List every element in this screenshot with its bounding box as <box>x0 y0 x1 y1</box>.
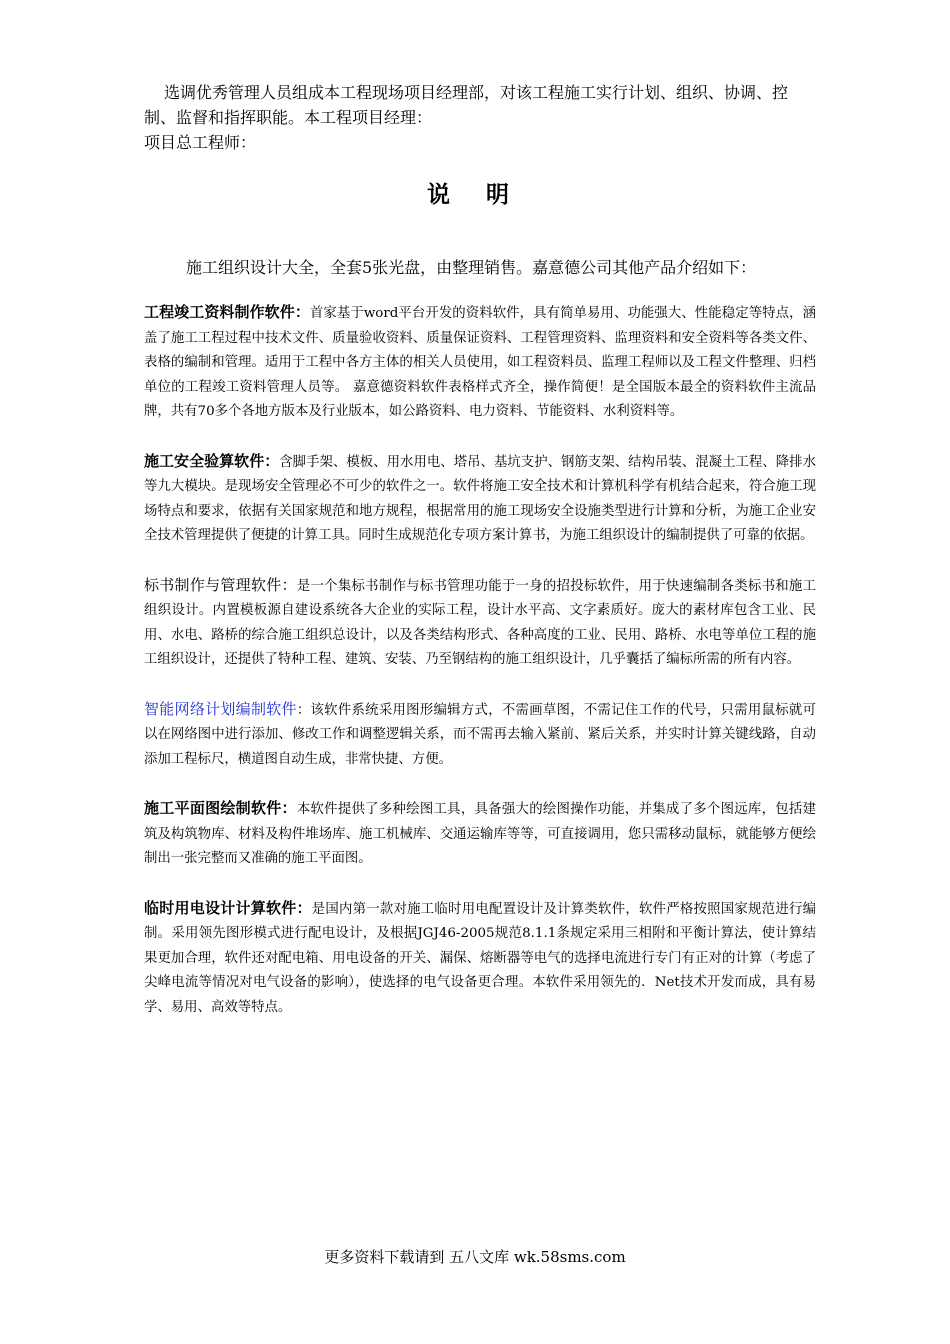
product-name: 临时用电设计计算软件： <box>144 898 312 917</box>
product-description: 是一个集标书制作与标书管理功能于一身的招投标软件，用于快速编制各类标书和施工组织设计。内置模板源自建设系统各大企业的实际工程，设计水平高、文字素质好。庞大的素材库包含工业、民用、水电、路桥的综合施工组织总设计，以及各类结构形式、各种高度的工业、民用、路桥、水电等单位工程的施工组织设计，还提供了特种工程、建筑、安装、乃至钢结构的施工组织设计，几乎囊括了编标所需的所有内容。 <box>144 578 816 667</box>
product-name: 施工安全验算软件： <box>144 451 280 470</box>
product-description: 本软件提供了多种绘图工具，具备强大的绘图操作功能，并集成了多个图远库，包括建筑及构筑物库、材料及构件堆场库、施工机械库、交通运输库等等，可直接调用，您只需移动鼠标，就能够方便绘制出一张完整而又准确的施工平面图。 <box>144 802 816 866</box>
page-title: 说 明 <box>426 182 523 208</box>
intro-block <box>144 80 809 155</box>
product-safety-calc <box>144 449 816 549</box>
product-name-link[interactable]: 智能网络计划编制软件 <box>144 699 297 718</box>
product-completion-docs <box>144 300 816 425</box>
footer <box>0 1246 950 1267</box>
product-temp-power <box>144 896 816 1021</box>
product-list <box>144 300 816 1044</box>
lead-paragraph: 施工组织设计大全，全套5张光盘，由整理销售。嘉意德公司其他产品介绍如下： <box>186 258 757 277</box>
intro-chief-engineer: 项目总工程师： <box>144 133 257 152</box>
product-name: 标书制作与管理软件： <box>144 575 297 594</box>
footer-link[interactable]: 更多资料下载请到 五八文库 wk.58sms.com <box>324 1248 626 1266</box>
product-description: 是国内第一款对施工临时用电配置设计及计算类软件，软件严格按照国家规范进行编制。采用领先图形模式进行配电设计，及根据JGJ46-2005规范8.1.1条规定采用三相附和平衡计算法，使计算结果更加合理，软件还对配电箱、用电设备的开关、漏保、熔断器等电气的选择电流进行专门有正对的计算（考虑了尖峰电流等情况对电气设备的影响），使选择的电气设备更合理。本软件采用领先的．Net技术开发而成，具有易学、易用、高效等特点。 <box>144 901 816 1015</box>
product-name: 工程竣工资料制作软件： <box>144 303 310 321</box>
product-name: 施工平面图绘制软件： <box>144 799 297 817</box>
product-bid-docs <box>144 573 816 673</box>
product-description: ：该软件系统采用图形编辑方式，不需画草图，不需记住工作的代号，只需用鼠标就可以在网络图中进行添加、修改工作和调整逻辑关系，而不需再去输入紧前、紧后关系，并实时计算关键线路，自动添加工程标尺，横道图自动生成，非常快捷、方便。 <box>144 702 816 767</box>
product-site-plan <box>144 796 816 872</box>
product-description: 首家基于word平台开发的资料软件，具有简单易用、功能强大、性能稳定等特点，涵盖了施工工程过程中技术文件、质量验收资料、质量保证资料、工程管理资料、监理资料和安全资料等各类文件、表格的编制和管理。适用于工程中各方主体的相关人员使用，如工程资料员、监理工程师以及工程文件整理、归档单位的工程竣工资料管理人员等。 嘉意德资料软件表格样式齐全，操作简便！是全国版本最全的资料软件主流品牌，共有70多个各地方版本及行业版本，如公路资料、电力资料、节能资料、水利资料等。 <box>144 306 816 419</box>
intro-paragraph: 选调优秀管理人员组成本工程现场项目经理部，对该工程施工实行计划、组织、协调、控制、监督和指挥职能。本工程项目经理： <box>144 83 789 127</box>
product-description: 含脚手架、模板、用水用电、塔吊、基坑支护、钢筋支架、结构吊装、混凝土工程、降排水等九大模块。是现场安全管理必不可少的软件之一。软件将施工安全技术和计算机科学有机结合起来，符合施工现场特点和要求，依据有关国家规范和地方规程，根据常用的施工现场安全设施类型进行计算和分析，为施工企业安全技术管理提供了便捷的计算工具。同时生成规范化专项方案计算书，为施工组织设计的编制提供了可靠的依据。 <box>144 454 816 543</box>
product-network-plan <box>144 697 816 773</box>
